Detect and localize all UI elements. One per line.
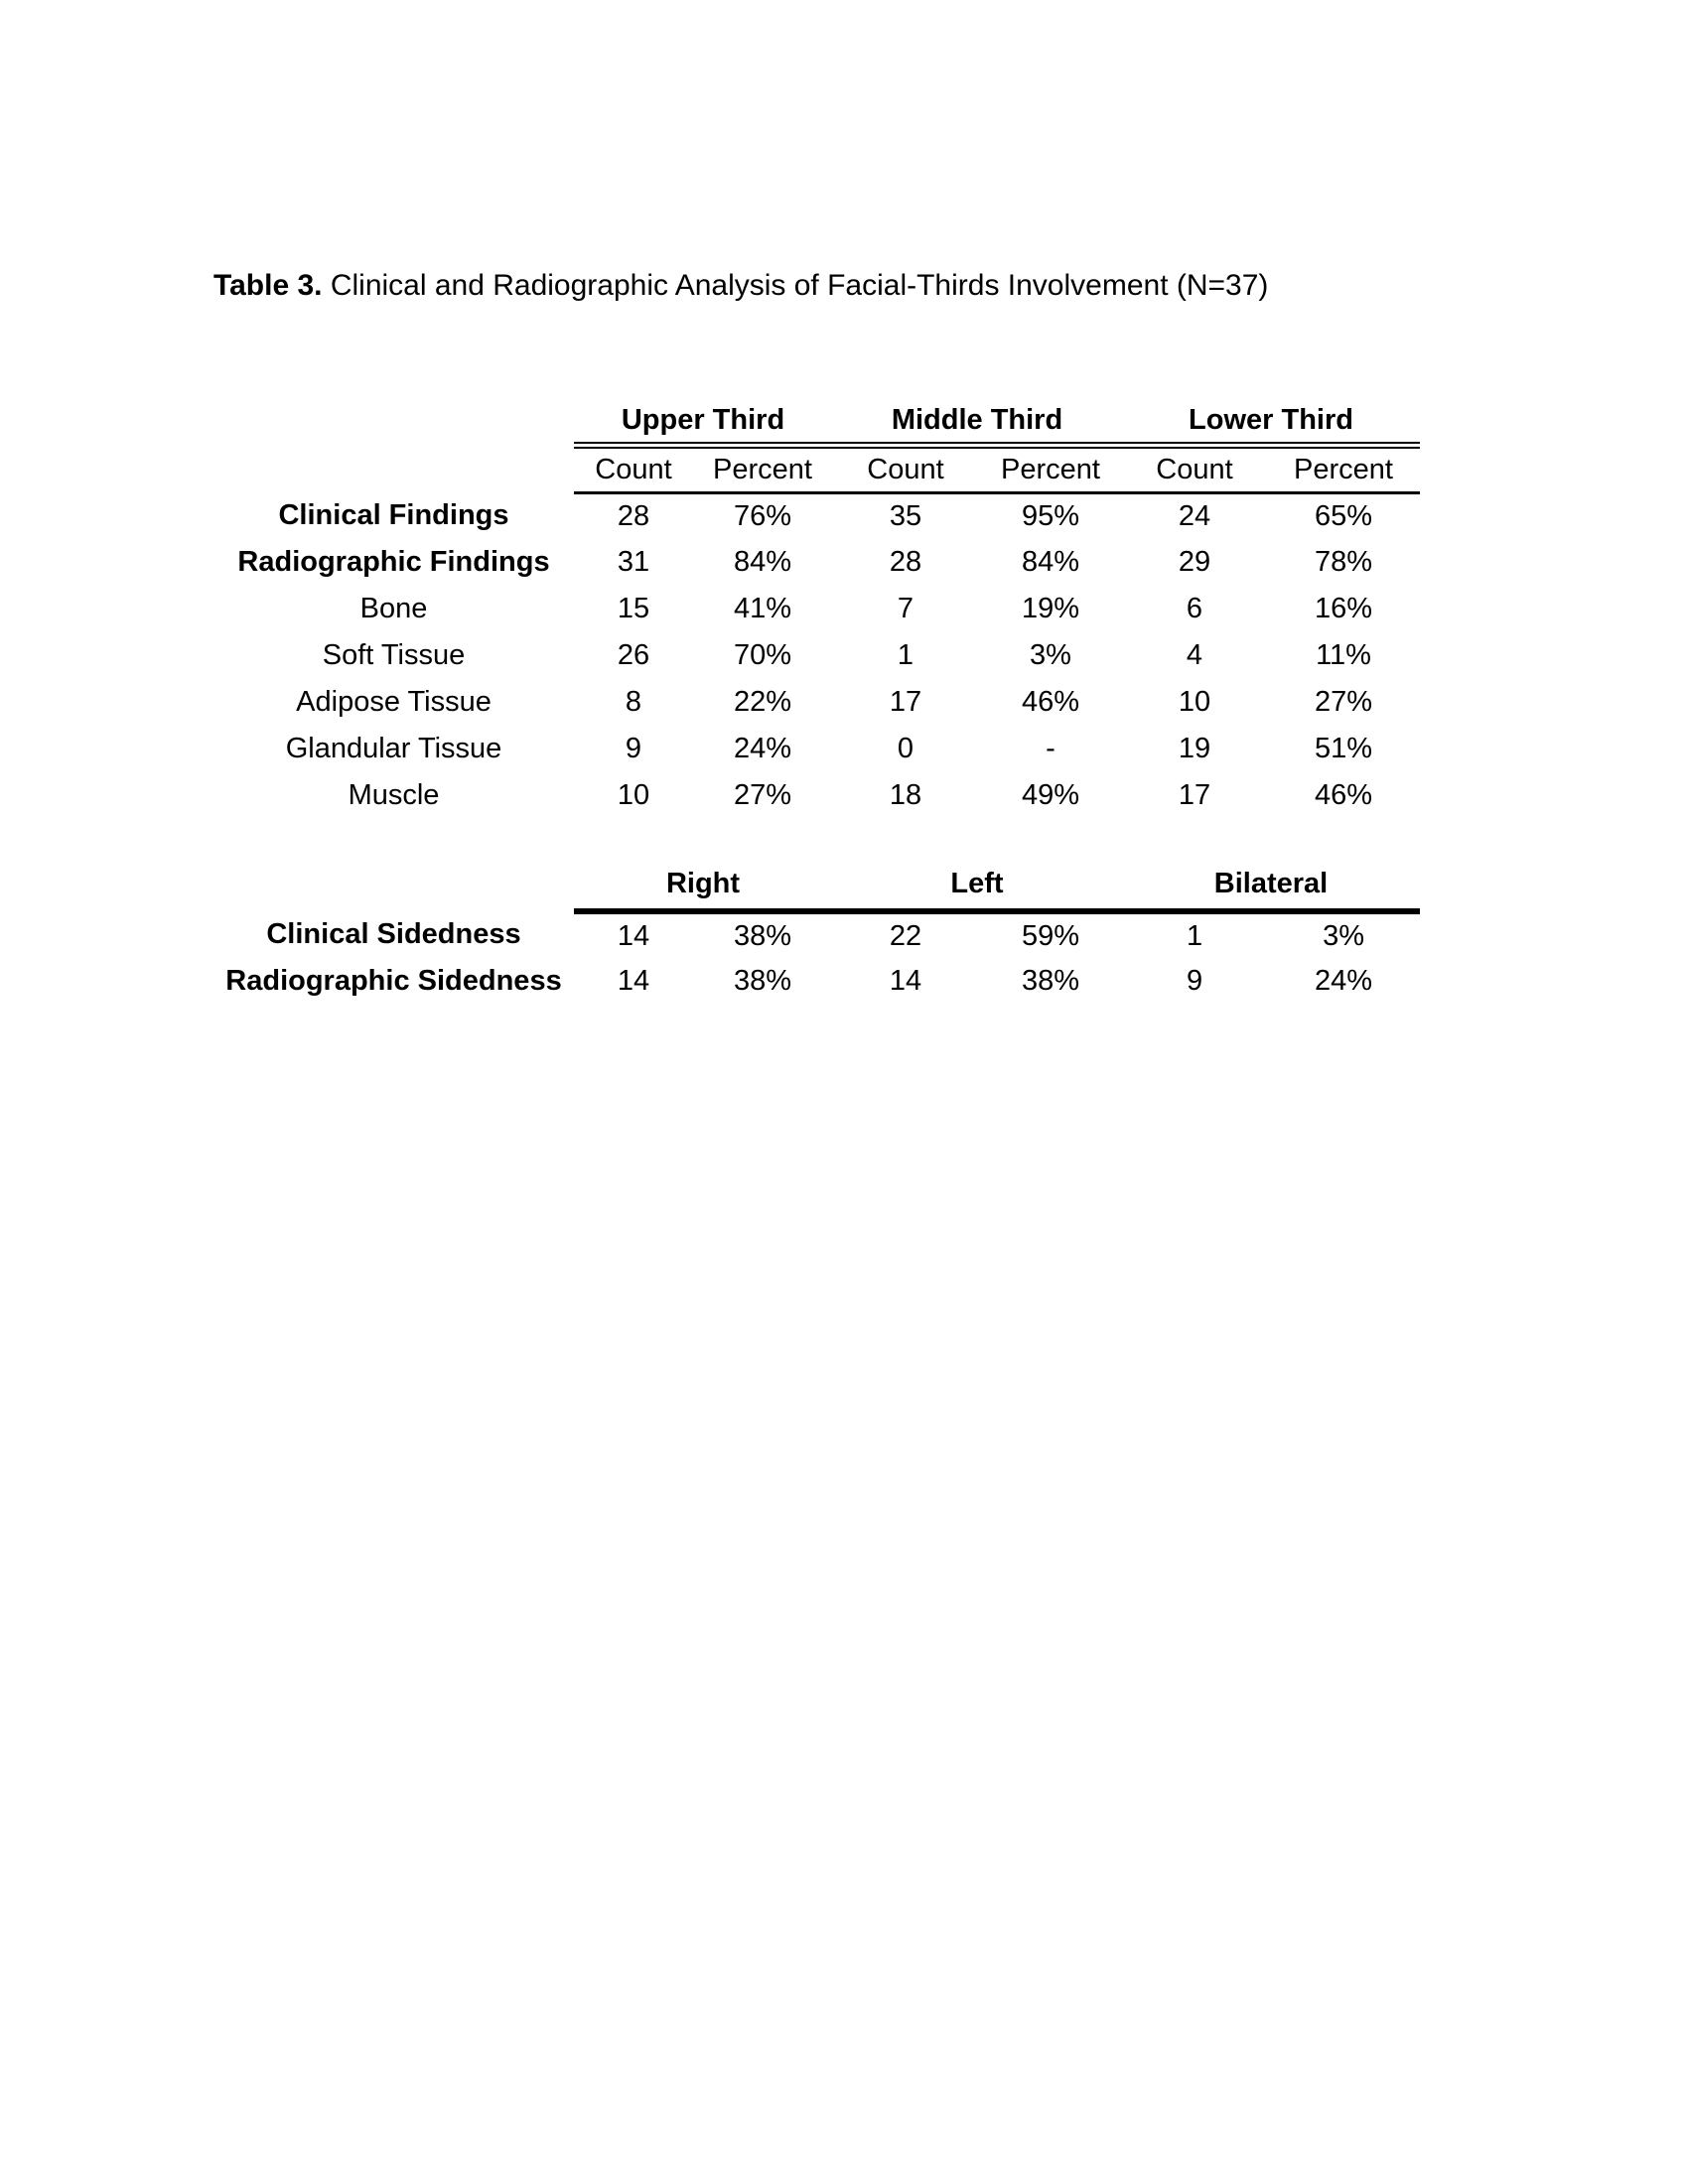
row-label: Bone — [359, 593, 428, 624]
table-row-clinical-sidedness — [213, 911, 1420, 958]
corner-cell — [213, 445, 574, 492]
table-row-soft-tissue — [213, 632, 1420, 679]
cell-count: 24 — [1178, 499, 1211, 532]
table-row-muscle — [213, 772, 1420, 819]
group-header-lower-third: Lower Third — [1122, 399, 1420, 445]
cell-percent: 3% — [1030, 639, 1071, 671]
group-header-middle-third: Middle Third — [832, 399, 1122, 445]
cell-count: 15 — [617, 593, 650, 624]
cell-count: 7 — [897, 593, 914, 624]
cell-percent: 59% — [1021, 919, 1080, 952]
column-header-row — [213, 445, 1420, 492]
cell-count: 17 — [1178, 779, 1211, 811]
cell-count: 9 — [1186, 965, 1203, 997]
cell-count: 10 — [617, 779, 650, 811]
cell-percent: 38% — [733, 919, 792, 952]
sidedness-table — [213, 860, 1420, 1005]
cell-percent: 78% — [1314, 546, 1373, 578]
row-label: Radiographic Sidedness — [225, 965, 562, 997]
cell-count: 9 — [625, 733, 642, 764]
group-header-bilateral: Bilateral — [1122, 860, 1420, 911]
row-label: Muscle — [348, 779, 440, 811]
cell-count: 28 — [617, 499, 650, 532]
cell-percent: 51% — [1314, 733, 1373, 764]
column-header-percent: Percent — [693, 445, 832, 492]
cell-percent: 27% — [1314, 686, 1373, 718]
cell-percent: 46% — [1314, 779, 1373, 811]
cell-percent: 22% — [733, 686, 792, 718]
column-header-count: Count — [832, 445, 979, 492]
group-header-row — [213, 399, 1420, 445]
cell-count: 14 — [617, 965, 650, 997]
cell-count: 0 — [897, 733, 914, 764]
cell-count: 8 — [625, 686, 642, 718]
cell-percent: 38% — [1021, 965, 1080, 997]
cell-percent: 24% — [733, 733, 792, 764]
cell-percent: 84% — [1021, 546, 1080, 578]
row-label: Radiographic Findings — [237, 546, 550, 578]
cell-percent: 84% — [733, 546, 792, 578]
cell-percent: 11% — [1316, 639, 1371, 671]
table-row-glandular-tissue — [213, 726, 1420, 772]
cell-percent: 95% — [1021, 499, 1080, 532]
cell-count: 10 — [1178, 686, 1211, 718]
table-caption-text: Clinical and Radiographic Analysis of Facial-Thirds Involvement (N=37) — [322, 269, 1269, 302]
cell-percent: 16% — [1314, 593, 1373, 624]
cell-percent: 38% — [733, 965, 792, 997]
column-header-count: Count — [1122, 445, 1267, 492]
column-header-percent: Percent — [1267, 445, 1420, 492]
row-label: Clinical Findings — [278, 499, 509, 531]
cell-count: 18 — [889, 779, 922, 811]
cell-percent: - — [1046, 733, 1055, 764]
cell-count: 26 — [617, 639, 650, 671]
cell-count: 6 — [1186, 593, 1203, 624]
cell-percent: 41% — [733, 593, 792, 624]
column-header-percent: Percent — [979, 445, 1122, 492]
cell-percent: 27% — [733, 779, 792, 811]
cell-percent: 65% — [1314, 499, 1373, 532]
cell-count: 22 — [889, 919, 922, 952]
table-row-adipose-tissue — [213, 679, 1420, 726]
table-row-clinical-findings — [213, 492, 1420, 539]
cell-count: 14 — [889, 965, 922, 997]
cell-count: 4 — [1186, 639, 1203, 671]
cell-count: 28 — [889, 546, 922, 578]
cell-percent: 3% — [1323, 919, 1364, 952]
column-header-count: Count — [574, 445, 693, 492]
row-label: Adipose Tissue — [296, 686, 492, 718]
cell-percent: 49% — [1021, 779, 1080, 811]
group-header-right: Right — [574, 860, 832, 911]
facial-thirds-table — [213, 399, 1420, 819]
cell-percent: 70% — [733, 639, 792, 671]
table-row-radiographic-sidedness — [213, 958, 1420, 1005]
cell-count: 17 — [889, 686, 922, 718]
corner-cell — [213, 399, 574, 445]
row-label: Clinical Sidedness — [266, 918, 521, 950]
row-label: Soft Tissue — [322, 639, 466, 671]
cell-percent: 46% — [1021, 686, 1080, 718]
cell-count: 35 — [889, 499, 922, 532]
table-caption-number: Table 3. — [213, 269, 323, 302]
row-label: Glandular Tissue — [285, 733, 502, 764]
corner-cell — [213, 860, 574, 911]
group-header-left: Left — [832, 860, 1122, 911]
cell-count: 29 — [1178, 546, 1211, 578]
table-caption — [213, 268, 1268, 304]
group-header-row — [213, 860, 1420, 911]
cell-count: 1 — [1186, 919, 1203, 952]
cell-percent: 76% — [733, 499, 792, 532]
cell-count: 1 — [897, 639, 914, 671]
cell-count: 14 — [617, 919, 650, 952]
cell-count: 31 — [617, 546, 650, 578]
table-row-radiographic-findings — [213, 539, 1420, 586]
cell-percent: 24% — [1315, 965, 1373, 997]
group-header-upper-third: Upper Third — [574, 399, 832, 445]
cell-count: 19 — [1178, 733, 1211, 764]
table-row-bone — [213, 586, 1420, 632]
cell-percent: 19% — [1021, 593, 1080, 624]
